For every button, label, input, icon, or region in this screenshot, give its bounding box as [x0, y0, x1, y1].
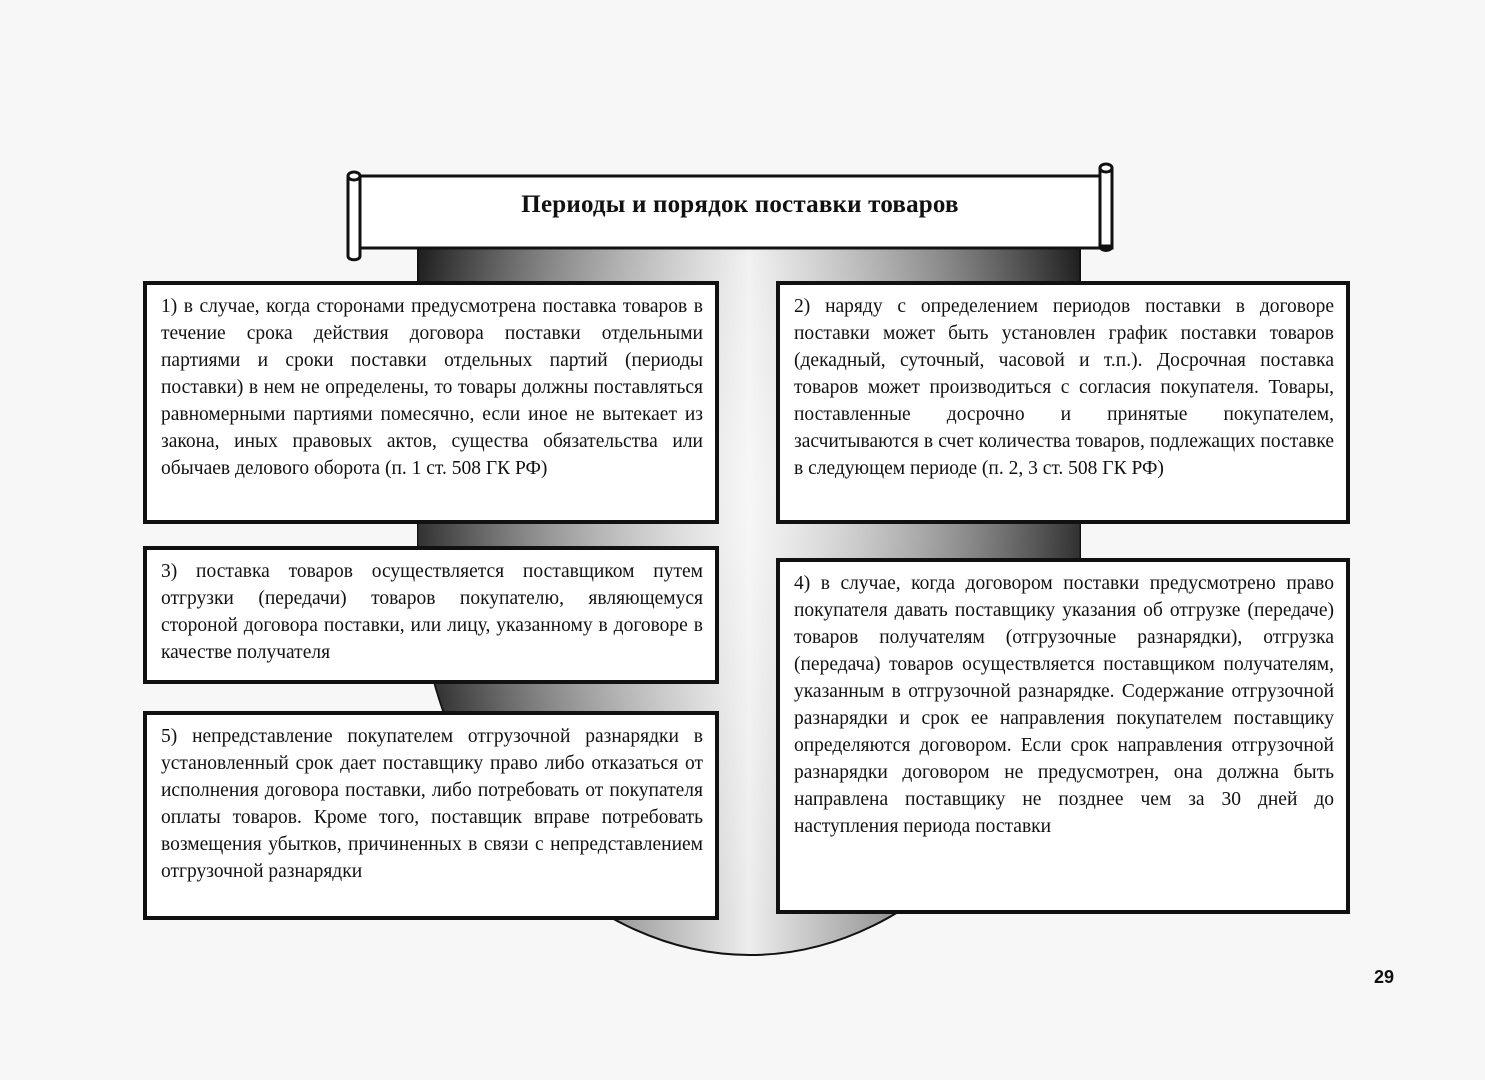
period-box-3-text: 3) поставка товаров осуществляется поставщиком путем отгрузки (передачи) товаров покупателю, являющемуся стороной договора поставки, или лицу, указанному в договоре в качестве получателя	[161, 561, 703, 663]
page-number: 29	[1373, 967, 1395, 987]
period-box-2-text: 2) наряду с определением периодов поставки в договоре поставки может быть установлен график поставки товаров (декадный, суточный, часовой и т.п.). Досрочная поставка товаров может производиться с согласия покупателя. Товары, поставленные досрочно и принятые покупателем, засчитываются в счет количества товаров, подлежащих поставке в следующем периоде (п. 2, 3 ст. 508 ГК РФ)	[794, 296, 1334, 479]
diagram-title: Периоды и порядок поставки товаров	[521, 191, 959, 218]
period-box-5-text: 5) непредставление покупателем отгрузочной разнарядки в установленный срок дает поставщику право либо отказаться от исполнения договора поставки, либо потребовать от покупателя оплаты товаров. Кроме того, поставщик вправе потребовать возмещения убытков, причиненных в связи с непредставлением отгрузочной разнарядки	[161, 726, 703, 882]
period-box-4-text: 4) в случае, когда договором поставки предусмотрено право покупателя давать поставщику указания об отгрузке (передаче) товаров получателям (отгрузочные разнарядки), отгрузка (передача) товаров осуществляется поставщиком получателям, указанным в отгрузочной разнарядке. Содержание отгрузочной разнарядки и срок ее направления покупателем поставщику определяются договором. Если срок направления отгрузочной разнарядки договором не предусмотрен, она должна быть направлена поставщику не позднее чем за 30 дней до наступления периода поставки	[794, 573, 1334, 837]
title-banner	[340, 160, 1125, 265]
period-box-1	[143, 281, 719, 524]
period-box-3	[143, 546, 719, 684]
period-box-2	[776, 281, 1350, 524]
period-box-4	[776, 558, 1350, 914]
period-box-1-text: 1) в случае, когда сторонами предусмотрена поставка товаров в течение срока действия договора поставки отдельными партиями и сроки поставки отдельных партий (периоды поставки) в нем не определены, то товары должны поставляться равномерными партиями помесячно, если иное не вытекает из закона, иных правовых актов, существа обязательства или обычаев делового оборота (п. 1 ст. 508 ГК РФ)	[161, 296, 703, 479]
period-box-5	[143, 711, 719, 920]
